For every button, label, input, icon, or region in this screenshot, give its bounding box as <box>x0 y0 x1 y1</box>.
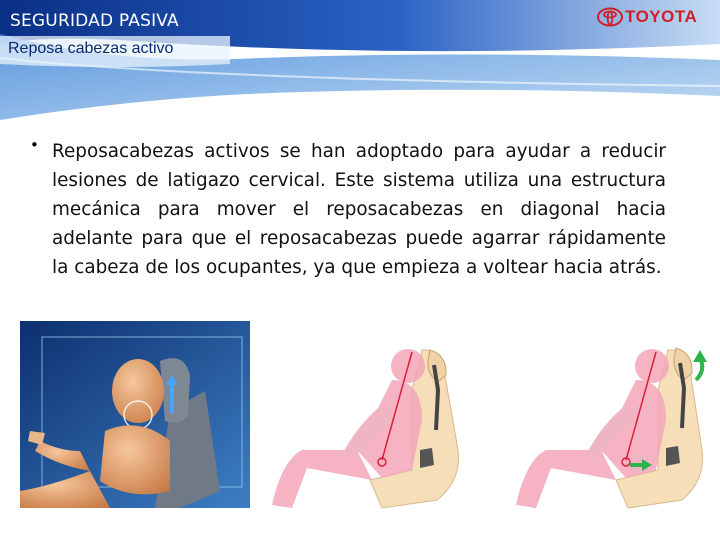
body-paragraph: Reposacabezas activos se han adoptado para ayudar a reducir lesiones de latigazo cervical. Este sistema utiliza una estructura mecánica para mover el reposacabezas en diagonal hacia adelante para que el reposacabezas puede agarrar rápidamente la cabeza de los ocupantes, ya que empieza a voltear hacia atrás. <box>52 141 666 278</box>
bullet-marker: • <box>30 136 39 154</box>
header-title: SEGURIDAD PASIVA <box>10 11 179 31</box>
header-subtitle: Reposa cabezas activo <box>8 40 174 57</box>
toyota-emblem-icon <box>597 7 623 27</box>
seated-occupant-headrest-at-rest <box>262 330 468 515</box>
toyota-logo <box>597 6 712 28</box>
seated-occupant-active-headrest-arrows <box>510 330 710 515</box>
crash-dummy-headrest-illustration <box>20 321 250 508</box>
brand-wordmark: TOYOTA <box>625 7 698 26</box>
header-banner <box>0 0 720 120</box>
